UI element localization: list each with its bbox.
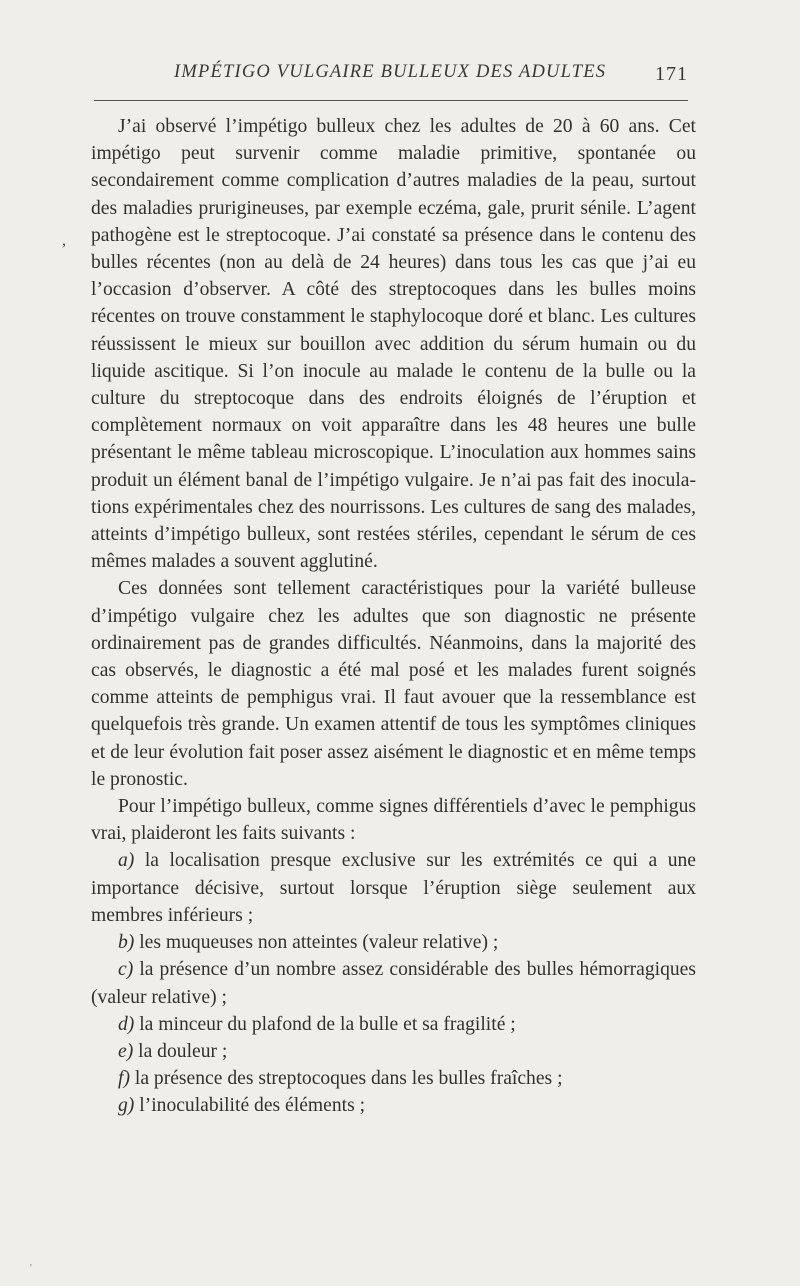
- running-head: [94, 62, 688, 92]
- list-item-a: [91, 847, 696, 929]
- header-rule: [94, 100, 688, 101]
- body-text: [91, 113, 696, 1120]
- list-item-d: [91, 1011, 696, 1038]
- list-item-text: la douleur ;: [138, 1040, 228, 1062]
- list-item-b: [91, 929, 696, 956]
- paragraph-1: J’ai observé l’impétigo bulleux chez les adultes de 20 à 60 ans. Cet impétigo peut survenir comme maladie primitive, spontanée ou secondairement comme complication d’autres maladies de la peau, surtout des maladies prurigineuses, par exemple eczéma, gale, prurit sénile. L’agent pathogène est le streptocoque. J’ai constaté sa présence dans le contenu des bulles récentes (non au delà de 24 heures) dans tous les cas que j’ai eu l’occasion d’observer. A côté des streptocoques dans les bulles moins récentes on trouve constamment le staphylocoque doré et blanc. Les cultures réussissent le mieux sur bouillon avec addition du sérum humain ou du liquide ascitique. Si l’on inocule au malade le contenu de la bulle ou la culture du streptocoque dans des endroits éloignés de l’éruption et complètement normaux on voit apparaître dans les 48 heures une bulle présentant le même tableau microscopique. L’inoculation aux hommes sains produit un élément banal de l’impétigo vulgaire. Je n’ai pas fait des inoculations expérimentales chez des nourrissons. Les cultures de sang des malades, atteints d’impétigo bulleux, sont restées stériles, cependant le sérum de ces mêmes malades a souvent agglutiné.: [91, 116, 696, 573]
- list-item-text: la présence des streptocoques dans les bulles fraîches ;: [134, 1068, 563, 1090]
- list-item-letter: e): [118, 1040, 134, 1062]
- list-item-text: les muqueuses non atteintes (valeur relative) ;: [139, 932, 499, 954]
- list-item-text: la minceur du plafond de la bulle et sa fragilité ;: [139, 1013, 516, 1035]
- list-item-text: l’inoculabilité des éléments ;: [139, 1095, 366, 1117]
- list-item-letter: a): [118, 850, 135, 872]
- list-item-f: [91, 1065, 696, 1092]
- paragraph-3: Pour l’impétigo bulleux, comme signes différentiels d’avec le pemphigus vrai, plaideront les faits suivants :: [91, 796, 696, 845]
- running-title: IMPÉTIGO VULGAIRE BULLEUX DES ADULTES: [174, 62, 607, 82]
- list-item-letter: g): [118, 1095, 135, 1117]
- paragraph-2: Ces données sont tellement caractéristiques pour la variété bulleuse d’impétigo vulgaire chez les adultes que son diagnostic ne présente ordinairement pas de grandes difficultés. Néanmoins, dans la majorité des cas observés, le diagnostic a été mal posé et les malades furent soignés comme atteints de pemphigus vrai. Il faut avouer que la ressemblance est quelquefois très grande. Un examen attentif de tous les symptômes cliniques et de leur évolution fait poser assez aisément le diagnostic et en même temps le pronostic.: [91, 578, 696, 790]
- margin-mark: ,: [62, 232, 66, 249]
- list-item-c: [91, 956, 696, 1010]
- list-item-text: la présence d’un nombre assez considérable des bulles hémorragiques (valeur relative) ;: [91, 959, 696, 1008]
- corner-mark: ': [30, 1263, 32, 1274]
- page-number: 171: [655, 63, 688, 85]
- list-item-e: [91, 1038, 696, 1065]
- list-item-letter: d): [118, 1013, 135, 1035]
- list-item-letter: c): [118, 959, 134, 981]
- list-item-text: la localisation presque exclusive sur les extrémités ce qui a une importance décisive, surtout lorsque l’éruption siège seulement aux membres inférieurs ;: [91, 850, 696, 926]
- list-item-g: [91, 1092, 696, 1119]
- list-item-letter: b): [118, 932, 135, 954]
- list-item-letter: f): [118, 1068, 130, 1090]
